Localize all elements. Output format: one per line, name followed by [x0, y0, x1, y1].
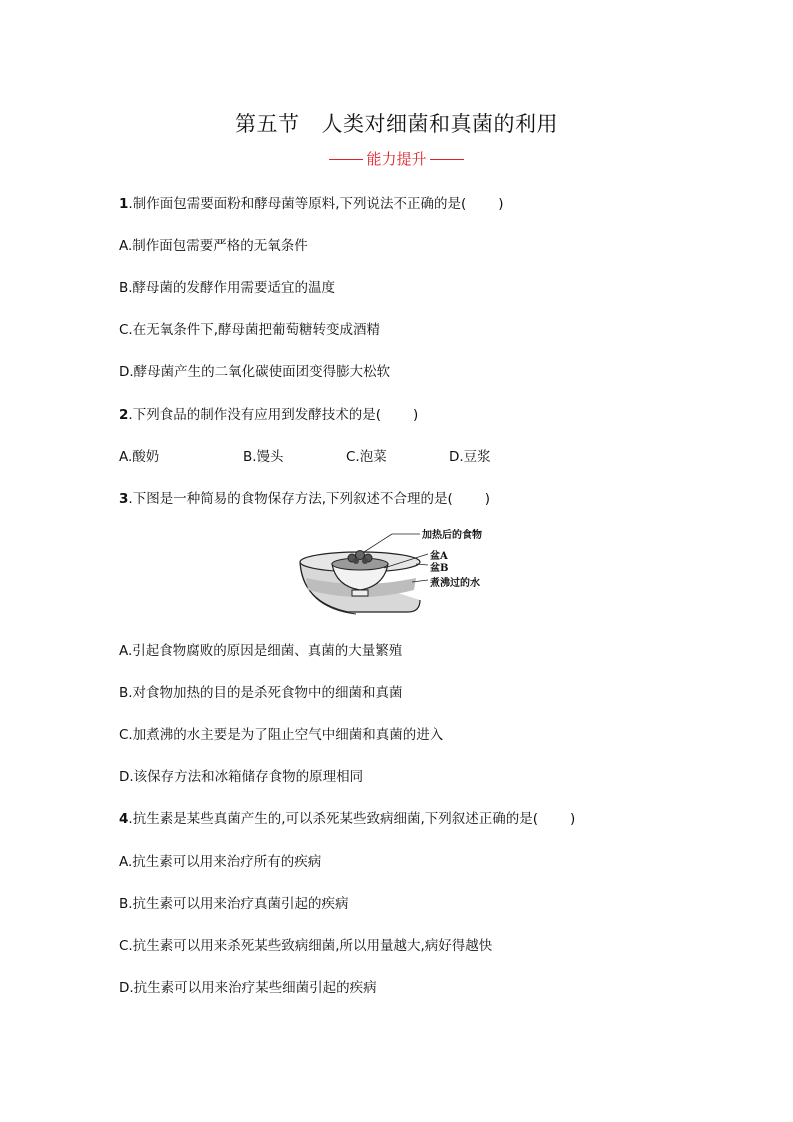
question-4-option-d: D.抗生素可以用来治疗某些细菌引起的疾病: [119, 980, 377, 996]
subtitle-left-rule: [329, 159, 363, 160]
page-title: [0, 108, 793, 138]
question-4-option-a: A.抗生素可以用来治疗所有的疾病: [119, 854, 322, 870]
food-preservation-figure: [296, 524, 506, 618]
label-heated-food: 加热后的食物: [422, 530, 482, 541]
question-3-option-b: B.对食物加热的目的是杀死食物中的细菌和真菌: [119, 685, 403, 701]
question-4: 4.抗生素是某些真菌产生的,可以杀死某些致病细菌,下列叙述正确的是( ): [119, 811, 576, 827]
question-stem: .下图是一种简易的食物保存方法,下列叙述不合理的是(: [128, 491, 453, 507]
question-1-option-a: A.制作面包需要严格的无氧条件: [119, 238, 308, 254]
subtitle: [0, 148, 793, 169]
question-number: 3: [119, 491, 129, 507]
question-1: 1.制作面包需要面粉和酵母菌等原料,下列说法不正确的是( ): [119, 196, 504, 212]
question-1-option-d: D.酵母菌产生的二氧化碳使面团变得膨大松软: [119, 364, 391, 380]
question-1-option-c: C.在无氧条件下,酵母菌把葡萄糖转变成酒精: [119, 322, 381, 338]
section-title: 人类对细菌和真菌的利用: [321, 112, 558, 136]
question-4-option-c: C.抗生素可以用来杀死某些致病细菌,所以用量越大,病好得越快: [119, 938, 493, 954]
question-3: 3.下图是一种简易的食物保存方法,下列叙述不合理的是( ): [119, 491, 491, 507]
question-number: 1: [119, 196, 129, 212]
question-stem: .抗生素是某些真菌产生的,可以杀死某些致病细菌,下列叙述正确的是(: [128, 811, 539, 827]
question-2-option-d: D.豆浆: [449, 449, 491, 465]
label-boiled-water: 煮沸过的水: [430, 578, 480, 589]
question-2-option-c: C.泡菜: [346, 449, 387, 465]
label-basin-b: 盆B: [430, 563, 449, 574]
question-stem: .制作面包需要面粉和酵母菌等原料,下列说法不正确的是(: [128, 196, 467, 212]
subtitle-text: 能力提升: [366, 150, 427, 168]
question-1-option-b: B.酵母菌的发酵作用需要适宜的温度: [119, 280, 336, 296]
question-stem: .下列食品的制作没有应用到发酵技术的是(: [128, 407, 381, 423]
question-2-option-a: A.酸奶: [119, 449, 160, 465]
subtitle-right-rule: [430, 159, 464, 160]
question-3-option-c: C.加煮沸的水主要是为了阻止空气中细菌和真菌的进入: [119, 727, 444, 743]
question-number: 2: [119, 407, 129, 423]
question-3-option-a: A.引起食物腐败的原因是细菌、真菌的大量繁殖: [119, 643, 403, 659]
question-number: 4: [119, 811, 129, 827]
question-4-option-b: B.抗生素可以用来治疗真菌引起的疾病: [119, 896, 349, 912]
question-2-option-b: B.馒头: [243, 449, 284, 465]
section-number: 第五节: [235, 112, 300, 136]
question-2: 2.下列食品的制作没有应用到发酵技术的是( ): [119, 407, 419, 423]
question-3-option-d: D.该保存方法和冰箱储存食物的原理相同: [119, 769, 364, 785]
label-basin-a: 盆A: [430, 551, 448, 562]
